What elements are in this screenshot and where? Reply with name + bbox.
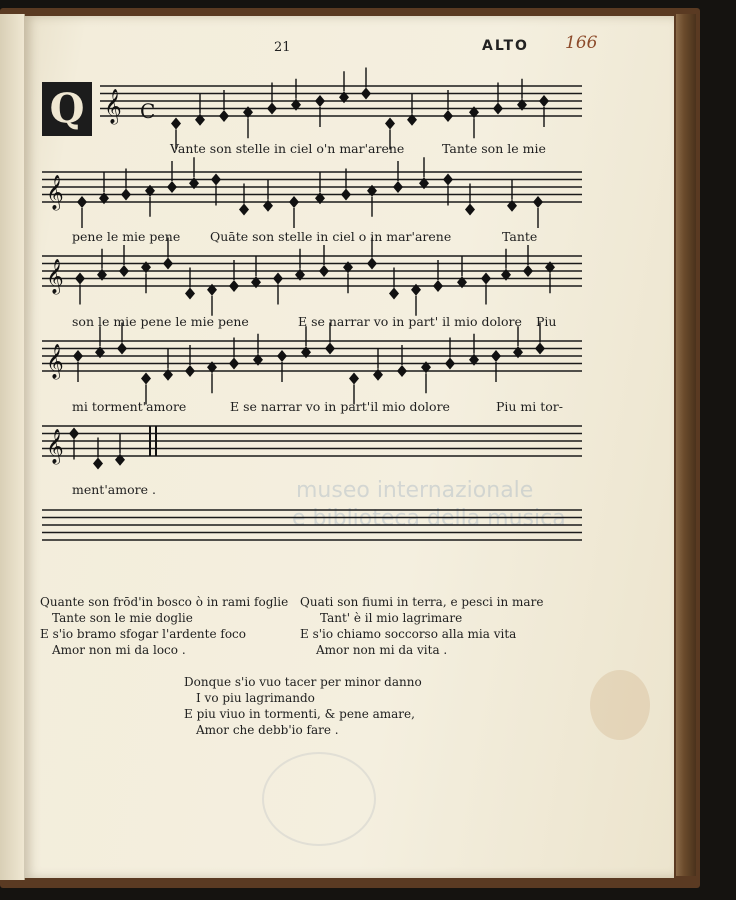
verse-final-line: Amor che debb'io fare . [196, 723, 339, 737]
note-head [491, 350, 501, 362]
note-head [141, 373, 151, 385]
verse-right [300, 594, 543, 658]
note-head [185, 365, 195, 377]
note-head [163, 258, 173, 270]
note-head [211, 174, 221, 186]
clef-icon: 𝄞 [46, 175, 64, 210]
note-head [389, 288, 399, 300]
verse-final-line: I vo piu lagrimando [196, 691, 315, 705]
lyric-8: Piu [536, 314, 557, 329]
verse-right-line: E s'io chiamo soccorso alla mia vita [300, 627, 517, 641]
note-head [73, 350, 83, 362]
verse-right-line: Tant' è il mio lagrimare [320, 611, 463, 625]
lyric-7: E se narrar vo in part' il mio dolore [298, 314, 522, 329]
note-head [171, 118, 181, 130]
lyric-9: mi torment'amore [72, 399, 187, 414]
lyric-10: E se narrar vo in part'il mio dolore [230, 399, 450, 414]
note-head [493, 103, 503, 115]
watermark-line-2: e biblioteca della musica [292, 506, 566, 531]
part-name: ALTO [482, 38, 529, 54]
verse-left-line: E s'io bramo sfogar l'ardente foco [40, 627, 246, 641]
note-head [117, 343, 127, 355]
note-head [535, 343, 545, 355]
verse-right-line: Quati son fiumi in terra, e pesci in mare [300, 595, 544, 609]
lyric-5: Tante [502, 229, 538, 244]
lyric-4: Quāte son stelle in ciel o in mar'arene [210, 229, 452, 244]
note-head [481, 273, 491, 285]
lyric-6: son le mie pene le mie pene [72, 314, 249, 329]
clef-icon: 𝄞 [104, 89, 122, 124]
note-head [397, 365, 407, 377]
note-head [361, 88, 371, 100]
lyric-3: pene le mie pene [72, 229, 181, 244]
note-head [277, 350, 287, 362]
note-head [325, 343, 335, 355]
note-head [93, 458, 103, 470]
note-head [443, 174, 453, 186]
lyric-11: Piu mi tor- [496, 399, 564, 414]
lyric-1: Vante son stelle in ciel o'n mar'arene [170, 141, 405, 156]
note-head [533, 196, 543, 208]
note-head [273, 273, 283, 285]
note-head [523, 265, 533, 277]
verse-right-line: Amor non mi da vita . [316, 643, 448, 657]
note-head [341, 189, 351, 201]
note-head [443, 110, 453, 122]
note-head [167, 181, 177, 193]
note-head [69, 428, 79, 440]
folio-number: 166 [565, 33, 598, 53]
note-head [315, 95, 325, 107]
verse-left-line: Tante son le mie doglie [52, 611, 193, 625]
verse-left-line: Amor non mi da loco . [52, 643, 186, 657]
verse-left [40, 594, 288, 658]
note-head [267, 103, 277, 115]
note-head [539, 95, 549, 107]
lyric-12: ment'amore . [72, 482, 156, 497]
note-head [77, 196, 87, 208]
note-head [219, 110, 229, 122]
note-head [229, 280, 239, 292]
verse-final [184, 674, 422, 738]
note-head [465, 204, 475, 216]
note-head [319, 265, 329, 277]
note-head [393, 181, 403, 193]
note-head [185, 288, 195, 300]
decorated-initial: Q [42, 82, 92, 136]
note-head [121, 189, 131, 201]
clef-icon: 𝄞 [46, 429, 64, 464]
page-number: 21 [274, 40, 291, 55]
clef-icon: 𝄞 [46, 344, 64, 379]
verse-final-line: Donque s'io vuo tacer per minor danno [184, 675, 422, 689]
note-head [289, 196, 299, 208]
note-head [433, 280, 443, 292]
note-head [445, 358, 455, 370]
note-head [367, 258, 377, 270]
note-head [119, 265, 129, 277]
verse-final-line: E piu viuo in tormenti, & pene amare, [184, 707, 415, 721]
note-head [75, 273, 85, 285]
note-head [229, 358, 239, 370]
note-head [349, 373, 359, 385]
note-head [385, 118, 395, 130]
verse-left-line: Quante son frōd'in bosco ò in rami foglie [40, 595, 289, 609]
lyric-2: Tante son le mie [442, 141, 546, 156]
time-signature-icon: C [140, 99, 156, 123]
watermark-line-1: museo internazionale [296, 478, 534, 503]
clef-icon: 𝄞 [46, 259, 64, 294]
note-head [239, 204, 249, 216]
